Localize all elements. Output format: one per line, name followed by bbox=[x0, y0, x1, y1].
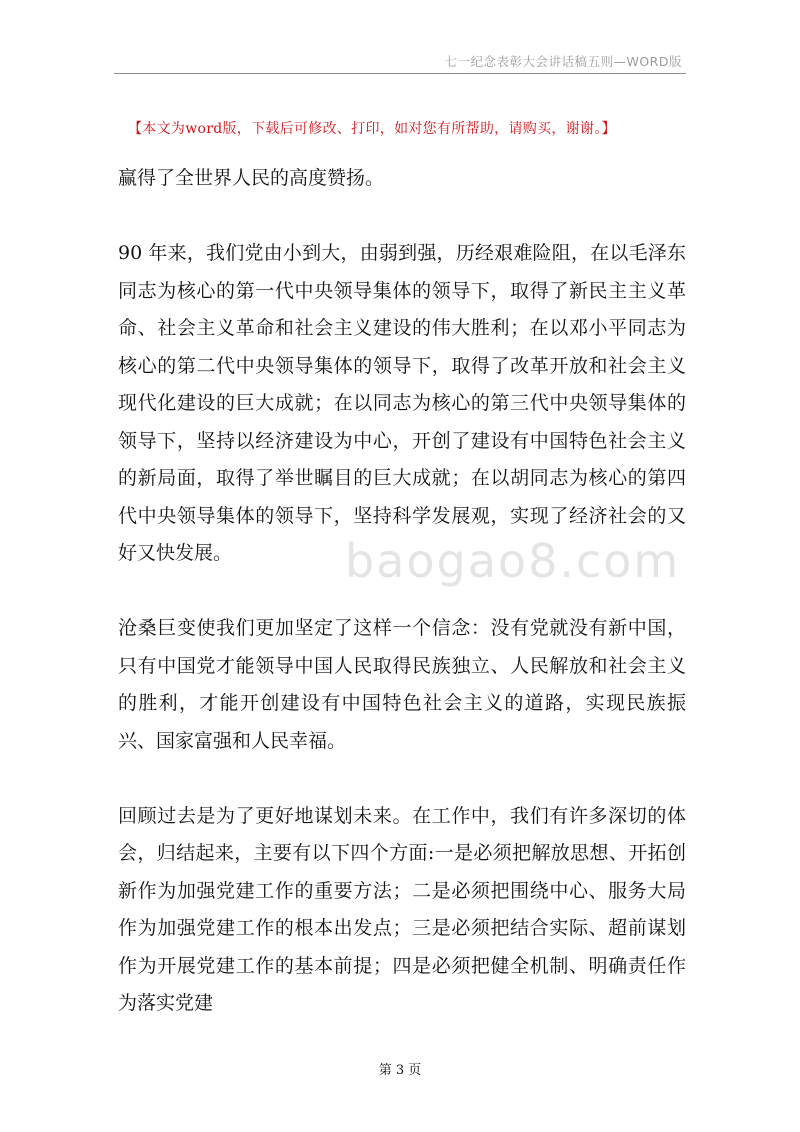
purchase-notice: 【本文为word版，下载后可修改、打印，如对您有所帮助，请购买，谢谢。】 bbox=[128, 121, 616, 137]
document-body bbox=[118, 160, 686, 1060]
paragraph-1: 赢得了全世界人民的高度赞扬。 bbox=[118, 167, 385, 189]
page-number: 第 3 页 bbox=[378, 1063, 422, 1078]
watermark: baogao8.com bbox=[345, 534, 681, 588]
paragraph-4: 回顾过去是为了更好地谋划未来。在工作中，我们有许多深切的体会，归结起来，主要有以下四个方面:一是必须把解放思想、开拓创新作为加强党建工作的重要方法；二是必须把围绕中心、服务大局作为加强党建工作的根本出发点；三是必须把结合实际、超前谋划作为开展党建工作的基本前提；四是必须把健全机制、明确责任作为落实党建 bbox=[118, 804, 686, 1014]
paragraph-3: 沧桑巨变使我们更加坚定了这样一个信念：没有党就没有新中国，只有中国党才能领导中国人民取得民族独立、人民解放和社会主义的胜利，才能开创建设有中国特色社会主义的道路，实现民族振兴、国家富强和人民幸福。 bbox=[118, 617, 686, 752]
header-divider bbox=[114, 73, 686, 74]
paragraph-2: 90 年来，我们党由小到大，由弱到强，历经艰难险阻，在以毛泽东同志为核心的第一代中央领导集体的领导下，取得了新民主主义革命、社会主义革命和社会主义建设的伟大胜利；在以邓小平同志为核心的第二代中央领导集体的领导下，取得了改革开放和社会主义现代化建设的巨大成就；在以同志为核心的第三代中央领导集体的领导下，坚持以经济建设为中心，开创了建设有中国特色社会主义的新局面，取得了举世瞩目的巨大成就；在以胡同志为核心的第四代中央领导集体的领导下，坚持科学发展观，实现了经济社会的又好又快发展。 bbox=[118, 242, 686, 564]
header-title: 七一纪念表彰大会讲话稿五则—WORD版 bbox=[444, 54, 682, 69]
